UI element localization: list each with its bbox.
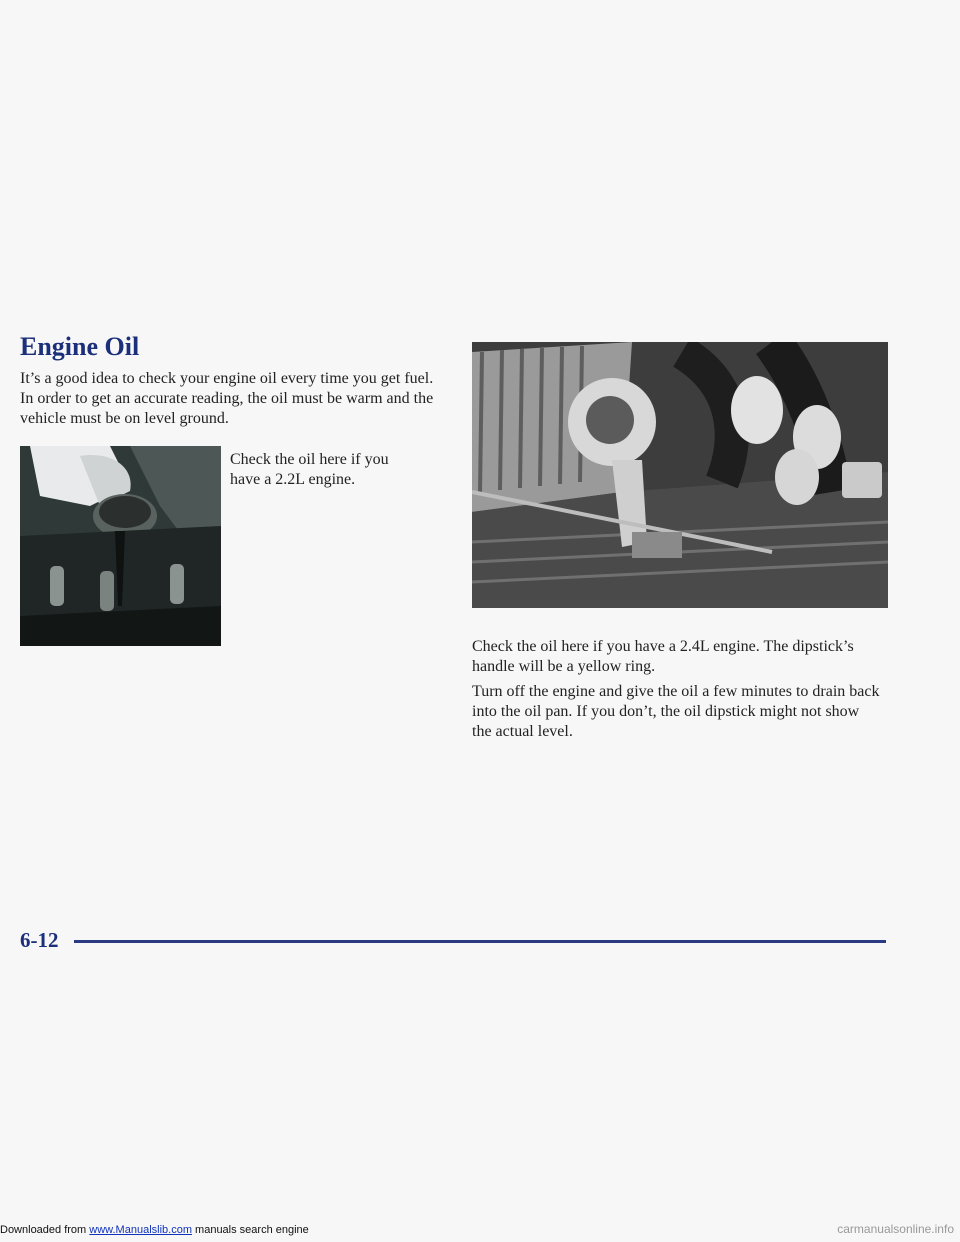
caption-2-4l: Check the oil here if you have a 2.4L engine. The dipstick’s handle will be a yellow ring. (472, 638, 854, 675)
watermark: carmanualsonline.info (837, 1222, 954, 1236)
turn-off-paragraph: Turn off the engine and give the oil a few minutes to drain back into the oil pan. If you don’t, the oil dipstick might not show the actual level. (472, 683, 880, 740)
footer-prefix: Downloaded from (0, 1224, 90, 1236)
caption-2-2l: Check the oil here if you have a 2.2L engine. (230, 451, 389, 488)
engine-2-2l-illustration (20, 446, 221, 646)
manualslib-link[interactable]: www.Manualslib.com (89, 1224, 192, 1236)
engine-2-4l-photo (472, 342, 888, 608)
section-title: Engine Oil (20, 332, 140, 361)
download-footer (0, 1224, 309, 1236)
intro-paragraph: It’s a good idea to check your engine oil every time you get fuel. In order to get an accurate reading, the oil must be warm and the vehicle must be on level ground. (20, 370, 434, 427)
page-number: 6-12 (20, 928, 59, 952)
footer-rule (74, 940, 886, 943)
footer-suffix: manuals search engine (191, 1224, 309, 1236)
engine-2-2l-photo (20, 446, 221, 646)
engine-2-4l-illustration (472, 342, 888, 608)
